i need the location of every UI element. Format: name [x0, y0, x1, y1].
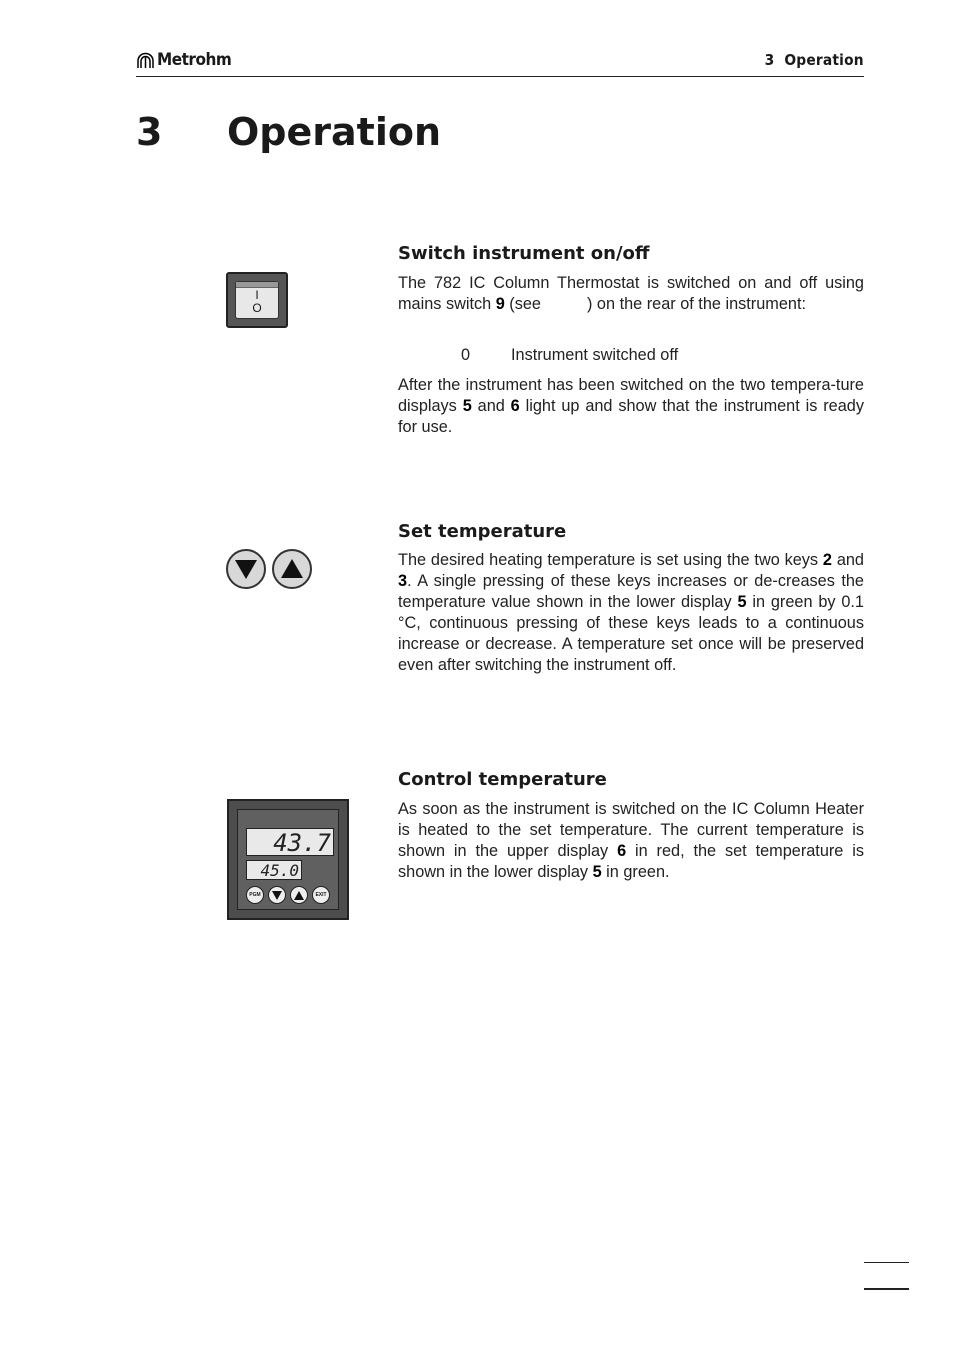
switch-paragraph-1: The 782 IC Column Thermostat is switched on and off using mains switch 9 (see ) on the rear of the instrument: — [398, 274, 864, 313]
set-temperature-paragraph: The desired heating temperature is set using the two keys 2 and 3. A single pressing of these keys increases or de-creases the temperature value shown in the lower display 5 in green by 0.1 °C, continuous pressing of these keys leads to a continuous increase or decrease. A temperature set once will be preserved even after switching the instrument off. — [398, 551, 864, 674]
panel-keys — [246, 886, 330, 904]
control-temperature-paragraph: As soon as the instrument is switched on the IC Column Heater is heated to the set temperature. The current temperature is shown in the upper display 6 in red, the set temperature is shown in the lower display 5 in green. — [398, 800, 864, 881]
up-arrow-key-icon — [272, 549, 312, 589]
header-logo — [136, 50, 231, 70]
lower-display: 45.0 — [246, 860, 302, 880]
header-divider — [136, 76, 864, 77]
footer-rule-top — [864, 1262, 909, 1263]
switch-paragraph-2: After the instrument has been switched on the two tempera-ture displays 5 and 6 light up and show that the instrument is ready for use. — [398, 376, 864, 436]
switch-off-label: O — [252, 301, 262, 315]
down-arrow-key-icon — [226, 549, 266, 589]
chapter-title: Operation — [227, 110, 442, 154]
mains-switch-icon — [226, 272, 288, 328]
switch-state-text: Instrument switched off — [511, 346, 679, 364]
switch-on-label: I — [255, 288, 259, 302]
chapter-number: 3 — [136, 110, 163, 154]
section-title-control-temperature: Control temperature — [398, 769, 607, 790]
header-section-label: 3 Operation — [764, 51, 864, 69]
exit-key: EXIT — [312, 886, 330, 904]
panel-down-key-icon — [268, 886, 286, 904]
metrohm-logo-icon — [136, 52, 155, 69]
section-title-switch: Switch instrument on/off — [398, 243, 650, 264]
pgm-key: PGM — [246, 886, 264, 904]
section-title-set-temperature: Set temperature — [398, 521, 567, 542]
arrow-keys — [226, 549, 312, 589]
switch-state-code: 0 — [461, 346, 471, 364]
control-panel-icon — [227, 799, 349, 920]
upper-display: 43.7 — [246, 828, 334, 856]
logo-text: Metrohm — [157, 50, 232, 70]
panel-up-key-icon — [290, 886, 308, 904]
footer-rule-bottom — [864, 1288, 909, 1290]
switch-rocker — [235, 281, 279, 319]
